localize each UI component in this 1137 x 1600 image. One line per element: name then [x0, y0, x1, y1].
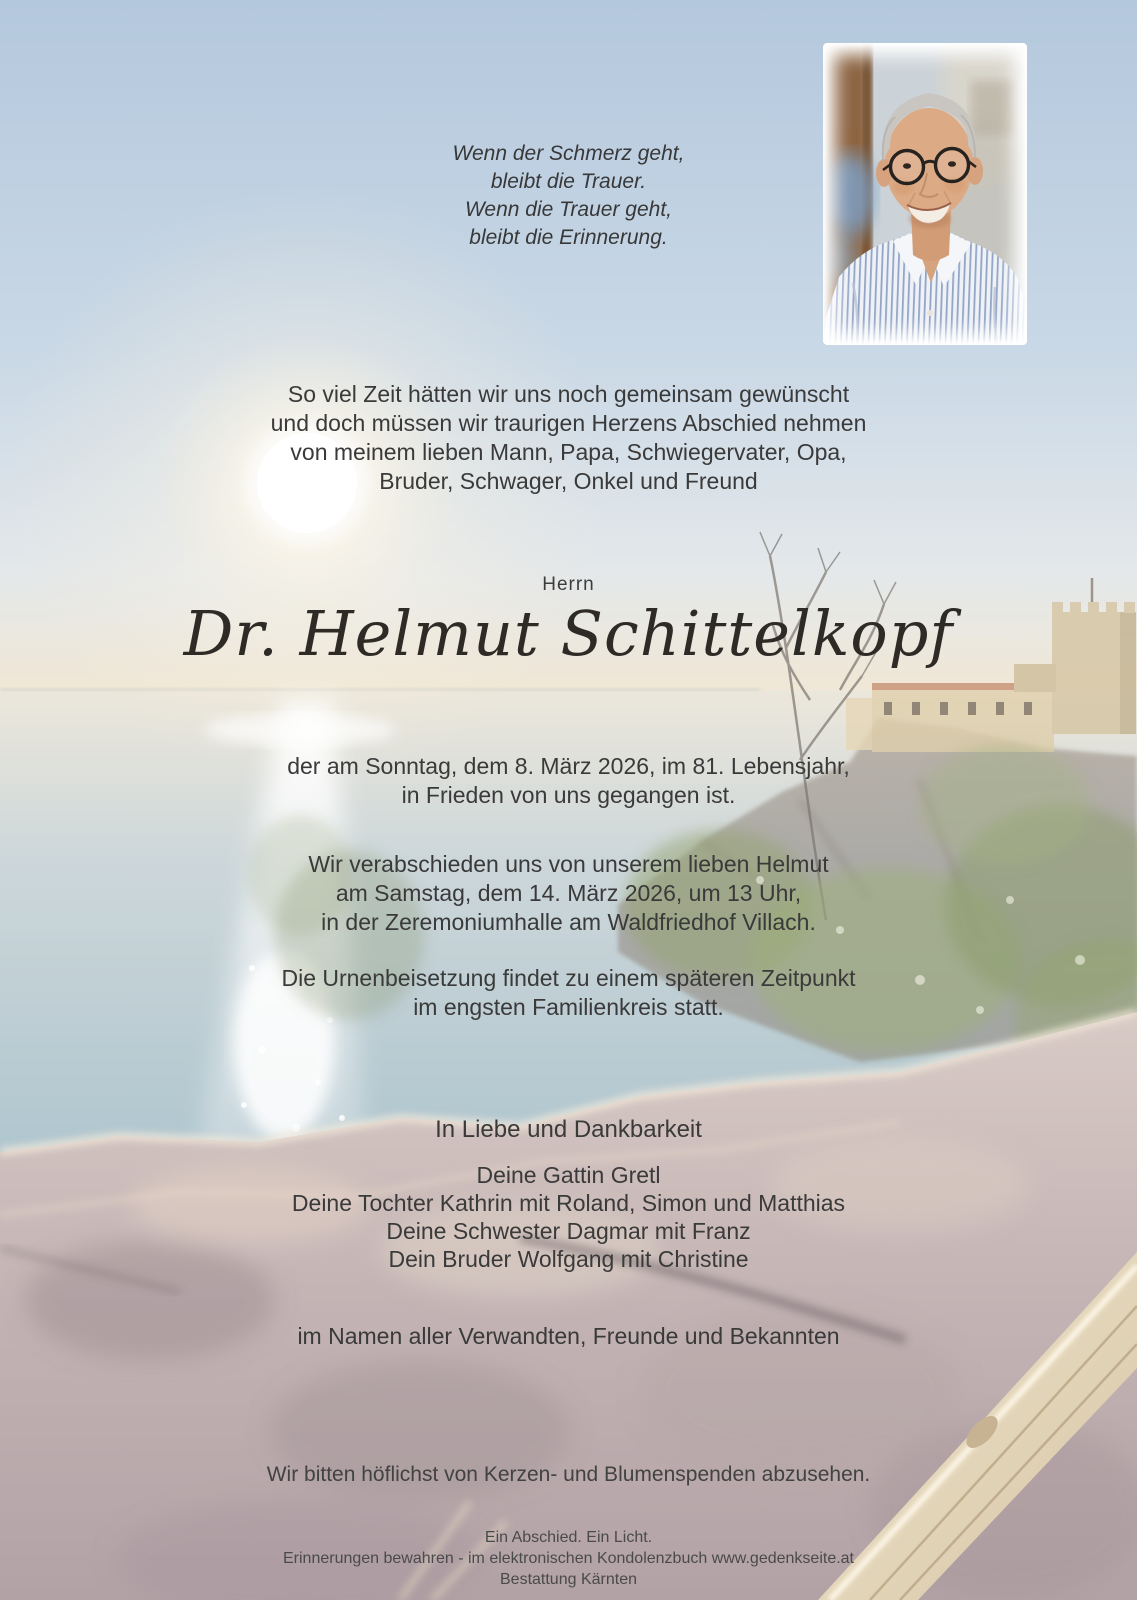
opening-quote [0, 140, 1137, 252]
quote-line: Wenn die Trauer geht, [464, 198, 672, 221]
intro-line: und doch müssen wir traurigen Herzens Abschied nehmen [270, 410, 867, 436]
footer [0, 1527, 1137, 1590]
family-member-line: Deine Gattin Gretl [476, 1162, 661, 1188]
gratitude-heading: In Liebe und Dankbarkeit [435, 1116, 702, 1143]
salutation: Herrn [542, 574, 595, 595]
urn-line: Die Urnenbeisetzung findet zu einem späteren Zeitpunkt [281, 965, 856, 991]
quote-line: bleibt die Erinnerung. [469, 226, 668, 249]
intro-paragraph [0, 380, 1137, 496]
quote-line: bleibt die Trauer. [490, 170, 647, 193]
family-member-line: Deine Tochter Kathrin mit Roland, Simon und Matthias [291, 1190, 846, 1216]
on-behalf-line: im Namen aller Verwandten, Freunde und Bekannten [297, 1323, 840, 1349]
intro-line: von meinem lieben Mann, Papa, Schwiegervater, Opa, [290, 439, 847, 465]
quote-line: Wenn der Schmerz geht, [452, 142, 685, 165]
death-details [0, 752, 1137, 810]
urn-burial-note [0, 964, 1137, 1022]
intro-line: So viel Zeit hätten wir uns noch gemeinsam gewünscht [287, 381, 850, 407]
farewell-line: am Samstag, dem 14. März 2026, um 13 Uhr, [335, 880, 802, 906]
urn-line: im engsten Familienkreis statt. [413, 994, 724, 1020]
death-line: der am Sonntag, dem 8. März 2026, im 81. Lebensjahr, [287, 753, 850, 779]
family-member-line: Dein Bruder Wolfgang mit Christine [388, 1246, 749, 1272]
footer-line: Bestattung Kärnten [500, 1571, 637, 1588]
donations-note: Wir bitten höflichst von Kerzen- und Blumenspenden abzusehen. [266, 1463, 871, 1486]
footer-line: Ein Abschied. Ein Licht. [484, 1529, 653, 1546]
farewell-line: in der Zeremoniumhalle am Waldfriedhof Villach. [321, 909, 816, 935]
footer-line: Erinnerungen bewahren - im elektronischen Kondolenzbuch www.gedenkseite.at [282, 1550, 854, 1567]
family-list [0, 1161, 1137, 1273]
farewell-details [0, 850, 1137, 937]
deceased-name: Dr. Helmut Schittelkopf [183, 597, 954, 670]
family-member-line: Deine Schwester Dagmar mit Franz [386, 1218, 751, 1244]
intro-line: Bruder, Schwager, Onkel und Freund [379, 468, 758, 494]
death-line: in Frieden von uns gegangen ist. [401, 782, 736, 808]
farewell-line: Wir verabschieden uns von unserem lieben Helmut [308, 851, 829, 877]
